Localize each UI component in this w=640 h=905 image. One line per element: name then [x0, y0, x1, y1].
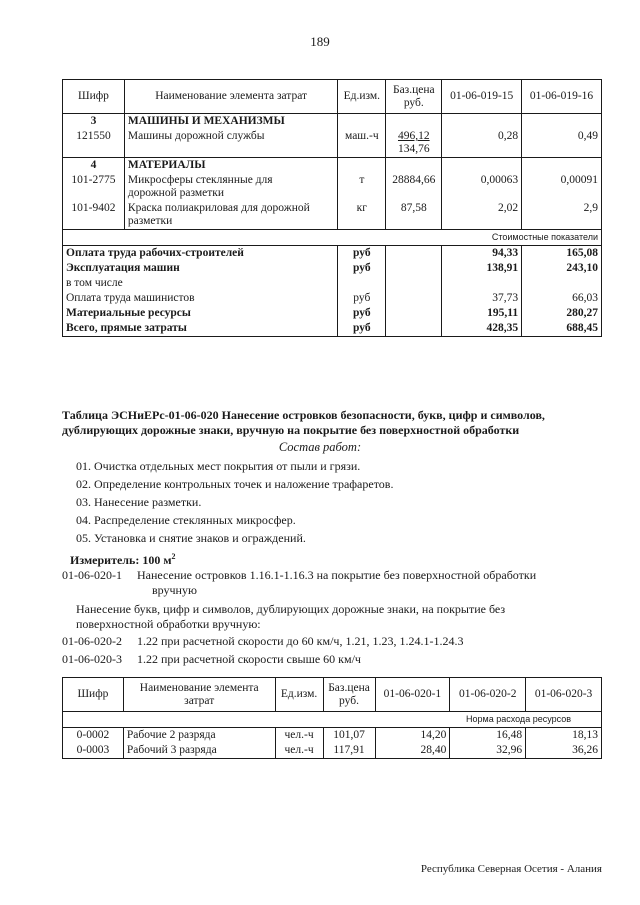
row-value-2: 0,49	[522, 129, 602, 158]
summary-value-2: 66,03	[522, 291, 602, 306]
row-value-2: 32,96	[450, 743, 526, 759]
paragraph: Нанесение букв, цифр и символов, дублирующих дорожные знаки, на покрытие без	[76, 602, 506, 616]
work-item: 01. Очистка отдельных мест покрытия от пыли и грязи.	[76, 459, 361, 473]
row-name	[124, 173, 337, 201]
summary-row	[63, 306, 602, 321]
summary-name: Оплата труда машинистов	[63, 291, 338, 306]
summary-value-1: 138,91	[442, 261, 522, 276]
row-name-line: Краска полиакриловая для дорожной	[127, 202, 310, 214]
caption-line: дублирующих дорожные знаки, вручную на покрытие без поверхностной обработки	[62, 423, 520, 437]
summary-row	[63, 276, 602, 291]
row-name	[124, 201, 337, 230]
price-current: 496,12	[397, 130, 430, 142]
item-text: 1.22 при расчетной скорости до 60 км/ч, 1.21, 1.23, 1.24.1-1.24.3	[137, 634, 464, 648]
summary-row	[63, 246, 602, 262]
summary-name: Эксплуатация машин	[63, 261, 338, 276]
resource-table-020	[62, 677, 602, 759]
table-header-row	[63, 80, 602, 114]
row-value-1: 2,02	[442, 201, 522, 230]
item-code: 01-06-020-1	[62, 568, 122, 582]
norm-header: Норма расхода ресурсов	[63, 712, 602, 728]
item-text: вручную	[152, 583, 197, 597]
summary-unit: руб	[338, 246, 386, 262]
paragraph: поверхностной обработки вручную:	[76, 617, 261, 631]
row-value-2: 16,48	[450, 728, 526, 744]
summary-unit: руб	[338, 321, 386, 337]
row-code: 121550	[63, 129, 125, 158]
summary-name: в том числе	[63, 276, 338, 291]
row-name: Рабочий 3 разряда	[123, 743, 275, 759]
summary-value-1: 195,11	[442, 306, 522, 321]
row-value-2: 2,9	[522, 201, 602, 230]
group-number: 3	[63, 114, 125, 130]
row-code: 101-2775	[63, 173, 125, 201]
group-title: МАШИНЫ И МЕХАНИЗМЫ	[124, 114, 337, 130]
price-wage: 134,76	[397, 143, 430, 155]
page-footer: Республика Северная Осетия - Алания	[420, 863, 602, 875]
item-text: Нанесение островков 1.16.1-1.16.3 на покрытие без поверхностной обработки	[137, 568, 537, 582]
col-header-name: Наименование элемента затрат	[124, 80, 337, 114]
table-row	[63, 201, 602, 230]
col-header-unit: Ед.изм.	[338, 80, 386, 114]
row-value-1: 28,40	[375, 743, 450, 759]
row-unit: т	[338, 173, 386, 201]
summary-row	[63, 261, 602, 276]
work-item: 04. Распределение стеклянных микросфер.	[76, 513, 296, 527]
row-value-3: 18,13	[526, 728, 602, 744]
table-row	[63, 743, 602, 759]
group-row-materials	[63, 158, 602, 174]
resource-table-019	[62, 79, 602, 337]
summary-value-1: 37,73	[442, 291, 522, 306]
row-unit: чел.-ч	[275, 728, 323, 744]
col-header-020-3: 01-06-020-3	[526, 678, 602, 712]
col-header-price: Баз.цена руб.	[323, 678, 375, 712]
summary-value-2: 688,45	[522, 321, 602, 337]
row-unit: кг	[338, 201, 386, 230]
group-number: 4	[63, 158, 125, 174]
meter-text: Измеритель: 100 м	[70, 553, 172, 567]
norm-header-row	[63, 712, 602, 728]
summary-row	[63, 291, 602, 306]
group-row-machines	[63, 114, 602, 130]
row-unit: чел.-ч	[275, 743, 323, 759]
cost-header: Стоимостные показатели	[63, 230, 602, 246]
row-code: 0-0002	[63, 728, 124, 744]
row-value-1: 0,28	[442, 129, 522, 158]
row-code: 101-9402	[63, 201, 125, 230]
row-price: 28884,66	[386, 173, 442, 201]
row-name-line: Микросферы стеклянные для	[127, 174, 273, 186]
table-caption	[62, 408, 602, 438]
row-value-3: 36,26	[526, 743, 602, 759]
summary-unit: руб	[338, 306, 386, 321]
row-price	[386, 129, 442, 158]
meter-label	[70, 549, 176, 568]
meter-sup: 2	[171, 552, 176, 561]
work-title: Состав работ:	[278, 440, 362, 454]
summary-value-1: 428,35	[442, 321, 522, 337]
summary-unit: руб	[338, 261, 386, 276]
table-row	[63, 728, 602, 744]
summary-value-1	[442, 276, 522, 291]
table-row	[63, 129, 602, 158]
row-name-line: дорожной разметки	[127, 187, 224, 199]
row-price: 117,91	[323, 743, 375, 759]
row-price: 101,07	[323, 728, 375, 744]
summary-name: Оплата труда рабочих-строителей	[63, 246, 338, 262]
row-value-1: 0,00063	[442, 173, 522, 201]
col-header-019-15: 01-06-019-15	[442, 80, 522, 114]
item-code: 01-06-020-3	[62, 652, 122, 666]
col-header-code: Шифр	[63, 80, 125, 114]
row-value-2: 0,00091	[522, 173, 602, 201]
row-unit: маш.-ч	[338, 129, 386, 158]
row-name: Рабочие 2 разряда	[123, 728, 275, 744]
item-text: 1.22 при расчетной скорости свыше 60 км/ч	[137, 652, 361, 666]
summary-value-2: 165,08	[522, 246, 602, 262]
col-header-price: Баз.цена руб.	[386, 80, 442, 114]
row-value-1: 14,20	[375, 728, 450, 744]
col-header-code: Шифр	[63, 678, 124, 712]
summary-value-2	[522, 276, 602, 291]
summary-unit	[338, 276, 386, 291]
col-header-unit: Ед.изм.	[275, 678, 323, 712]
caption-line: Таблица ЭСНиЕРс-01-06-020 Нанесение островков безопасности, букв, цифр и символов,	[62, 408, 545, 422]
item-code: 01-06-020-2	[62, 634, 122, 648]
summary-value-2: 280,27	[522, 306, 602, 321]
work-item: 05. Установка и снятие знаков и ограждений.	[76, 531, 306, 545]
cost-header-row	[63, 230, 602, 246]
col-header-020-1: 01-06-020-1	[375, 678, 450, 712]
page-number: 189	[310, 34, 330, 49]
summary-value-1: 94,33	[442, 246, 522, 262]
row-price: 87,58	[386, 201, 442, 230]
row-name: Машины дорожной службы	[124, 129, 337, 158]
table-header-row	[63, 678, 602, 712]
work-item: 03. Нанесение разметки.	[76, 495, 202, 509]
summary-row	[63, 321, 602, 337]
table-row	[63, 173, 602, 201]
summary-name: Материальные ресурсы	[63, 306, 338, 321]
group-title: МАТЕРИАЛЫ	[124, 158, 337, 174]
summary-name: Всего, прямые затраты	[63, 321, 338, 337]
col-header-019-16: 01-06-019-16	[522, 80, 602, 114]
work-item: 02. Определение контрольных точек и наложение трафаретов.	[76, 477, 394, 491]
summary-value-2: 243,10	[522, 261, 602, 276]
row-name-line: разметки	[127, 215, 173, 227]
summary-unit: руб	[338, 291, 386, 306]
col-header-name: Наименование элемента затрат	[123, 678, 275, 712]
row-code: 0-0003	[63, 743, 124, 759]
col-header-020-2: 01-06-020-2	[450, 678, 526, 712]
